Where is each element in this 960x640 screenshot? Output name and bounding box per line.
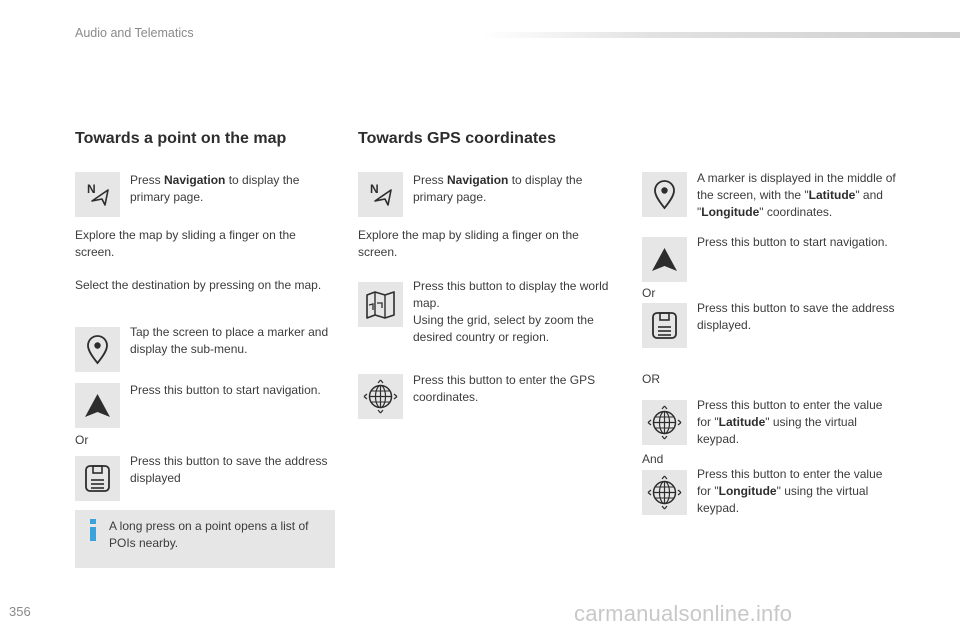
info-icon <box>89 519 97 541</box>
left-save-text: Press this button to save the address displayed <box>130 454 328 485</box>
header-rule <box>483 32 960 38</box>
navigation-arrow-icon <box>75 172 120 217</box>
globe-coordinates-icon <box>358 374 403 419</box>
right-or2-text: OR <box>642 372 660 386</box>
start-navigation-icon <box>642 237 687 282</box>
navigation-icon-box <box>75 172 120 217</box>
svg-text:N: N <box>87 182 96 196</box>
globe-coordinates-icon <box>642 400 687 445</box>
header-title: Audio and Telematics <box>75 26 194 40</box>
middle-nav-text: Press Navigation to display the primary page. <box>413 173 583 204</box>
save-icon-box-2 <box>642 303 687 348</box>
watermark: carmanualsonline.info <box>574 601 793 626</box>
section-title-gps: Towards GPS coordinates <box>358 130 556 147</box>
left-start-text: Press this button to start navigation. <box>130 383 321 397</box>
middle-explore-text: Explore the map by sliding a finger on the screen. <box>358 228 579 259</box>
save-address-icon <box>642 303 687 348</box>
left-or-text: Or <box>75 433 89 447</box>
marker-icon-box <box>75 327 120 372</box>
right-and-text: And <box>642 452 664 466</box>
globe-lat-icon-box <box>642 400 687 445</box>
right-latitude-text: Press this button to enter the value for "Latitude" using the virtual keypad. <box>697 398 883 446</box>
globe-coordinates-icon <box>642 470 687 515</box>
section-title-point-on-map: Towards a point on the map <box>75 130 287 147</box>
start-icon-box-2 <box>642 237 687 282</box>
middle-gps-text: Press this button to enter the GPS coordinates. <box>413 373 596 404</box>
start-icon-box <box>75 383 120 428</box>
right-start-text: Press this button to start navigation. <box>697 235 888 249</box>
marker-icon-box-2 <box>642 172 687 217</box>
info-note-text: A long press on a point opens a list of POIs nearby. <box>109 519 309 550</box>
map-marker-icon <box>642 172 687 217</box>
left-nav-text: Press Navigation to display the primary page. <box>130 173 300 204</box>
start-navigation-icon <box>75 383 120 428</box>
globe-icon-box <box>358 374 403 419</box>
navigation-icon-box-2 <box>358 172 403 217</box>
right-longitude-text: Press this button to enter the value for "Longitude" using the virtual keypad. <box>697 467 883 515</box>
right-or-text: Or <box>642 286 656 300</box>
world-map-icon-box <box>358 282 403 327</box>
left-explore-text: Explore the map by sliding a finger on the screen. <box>75 228 296 259</box>
right-marker-text: A marker is displayed in the middle of the screen, with the "Latitude" and "Longitude" coordinates. <box>697 171 896 219</box>
map-marker-icon <box>75 327 120 372</box>
save-icon-box <box>75 456 120 501</box>
middle-world-map-text: Press this button to display the world map. Using the grid, select by zoom the desired country or region. <box>413 279 609 344</box>
world-map-icon <box>358 282 403 327</box>
save-address-icon <box>75 456 120 501</box>
globe-lon-icon-box <box>642 470 687 515</box>
navigation-arrow-icon <box>358 172 403 217</box>
left-select-text: Select the destination by pressing on the map. <box>75 278 322 292</box>
svg-text:N: N <box>370 182 379 196</box>
page-number: 356 <box>9 604 31 619</box>
right-save-text: Press this button to save the address displayed. <box>697 301 895 332</box>
left-tap-text: Tap the screen to place a marker and display the sub-menu. <box>130 325 329 356</box>
